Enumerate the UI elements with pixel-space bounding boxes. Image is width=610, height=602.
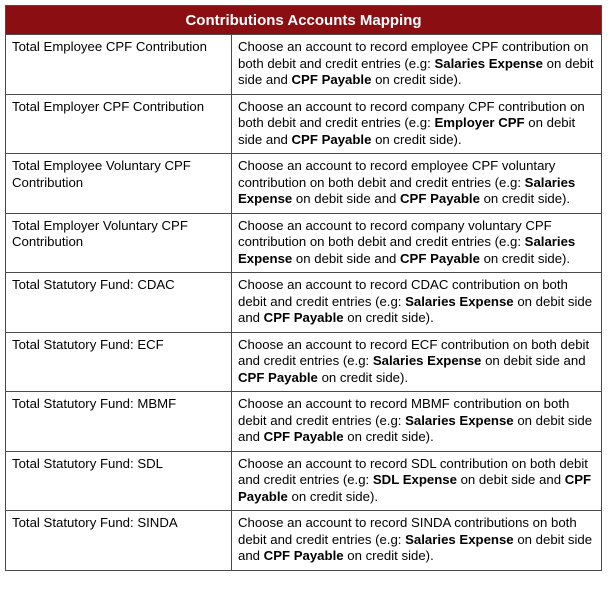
description-text: Choose an account to record company voluntary CPF contribution on both debit and credit entries (e.g:	[238, 217, 552, 249]
account-name: SDL Expense	[372, 472, 457, 487]
description-text: Choose an account to record SDL contribution on both debit and credit entries (e.g:	[238, 455, 588, 487]
description-text: on credit side).	[371, 131, 462, 147]
description-text: on debit side and	[238, 531, 593, 563]
account-name: Salaries Expense	[238, 234, 576, 266]
description-text: on credit side).	[343, 310, 434, 325]
account-name: CPF Payable	[263, 429, 344, 444]
description-text: on credit side).	[343, 429, 434, 444]
description-cell	[232, 213, 602, 273]
table-row	[6, 94, 602, 154]
account-name: CPF Payable	[238, 472, 592, 504]
description-text: Choose an account to record company CPF contribution on both debit and credit entries (e.g:	[238, 98, 585, 130]
table-body	[6, 35, 602, 571]
description-cell	[232, 273, 602, 333]
account-name: CPF Payable	[263, 548, 344, 563]
description-text: Choose an account to record employee CPF contribution on both debit and credit entries (e.g:	[238, 39, 589, 71]
description-text: on debit side and	[238, 115, 576, 147]
field-name-cell: Total Statutory Fund: SDL	[6, 451, 232, 511]
account-name: Salaries Expense	[405, 531, 514, 547]
table-row	[6, 332, 602, 392]
description-text: Choose an account to record ECF contribution on both debit and credit entries (e.g:	[238, 336, 590, 368]
contributions-mapping-document	[5, 5, 601, 571]
account-name: CPF Payable	[400, 250, 480, 266]
description-text: on credit side).	[287, 488, 379, 504]
description-text: Choose an account to record CDAC contribution on both debit and credit entries (e.g:	[238, 277, 568, 309]
table-row	[6, 154, 602, 214]
description-text: Choose an account to record MBMF contribution on both debit and credit entries (e.g:	[238, 396, 570, 428]
description-cell	[232, 35, 602, 95]
account-name: Salaries Expense	[372, 353, 482, 368]
account-name: Employer CPF	[434, 115, 525, 130]
account-name: CPF Payable	[400, 191, 480, 206]
account-name: CPF Payable	[238, 369, 318, 385]
contributions-mapping-table	[5, 5, 602, 571]
description-text: on debit side and	[238, 55, 594, 87]
field-name-cell: Total Employer Voluntary CPF Contribution	[6, 213, 232, 273]
description-text: Choose an account to record employee CPF voluntary contribution on both debit and credit entries (e.g:	[238, 158, 556, 190]
field-name-cell: Total Employee Voluntary CPF Contribution	[6, 154, 232, 214]
description-text: on debit side and	[238, 293, 593, 325]
description-text: on debit side and	[292, 191, 401, 206]
description-cell	[232, 332, 602, 392]
field-name-cell: Total Statutory Fund: ECF	[6, 332, 232, 392]
account-name: Salaries Expense	[238, 174, 576, 206]
account-name: CPF Payable	[291, 72, 372, 87]
description-text: on credit side).	[317, 369, 409, 385]
table-row	[6, 213, 602, 273]
description-text: on debit side and	[238, 412, 593, 444]
field-name-cell: Total Statutory Fund: CDAC	[6, 273, 232, 333]
description-text: on credit side).	[479, 191, 571, 206]
description-text: on credit side).	[371, 72, 462, 87]
account-name: Salaries Expense	[434, 55, 543, 71]
account-name: Salaries Expense	[405, 412, 514, 428]
table-row	[6, 392, 602, 452]
table-header-row	[6, 6, 602, 35]
table-title: Contributions Accounts Mapping	[6, 6, 602, 35]
table-row	[6, 511, 602, 571]
field-name-cell: Total Employee CPF Contribution	[6, 35, 232, 95]
field-name-cell: Total Statutory Fund: MBMF	[6, 392, 232, 452]
description-cell	[232, 154, 602, 214]
account-name: CPF Payable	[291, 131, 372, 147]
description-text: on debit side and	[481, 353, 586, 368]
description-cell	[232, 392, 602, 452]
table-row	[6, 451, 602, 511]
table-row	[6, 35, 602, 95]
description-text: on debit side and	[456, 472, 565, 487]
description-cell	[232, 451, 602, 511]
account-name: CPF Payable	[263, 310, 344, 325]
description-cell	[232, 94, 602, 154]
description-text: on debit side and	[292, 250, 401, 266]
description-cell	[232, 511, 602, 571]
field-name-cell: Total Statutory Fund: SINDA	[6, 511, 232, 571]
field-name-cell: Total Employer CPF Contribution	[6, 94, 232, 154]
description-text: Choose an account to record SINDA contributions on both debit and credit entries (e.g:	[238, 515, 577, 547]
description-text: on credit side).	[479, 250, 571, 266]
description-text: on credit side).	[343, 548, 434, 563]
table-row	[6, 273, 602, 333]
account-name: Salaries Expense	[405, 293, 514, 309]
